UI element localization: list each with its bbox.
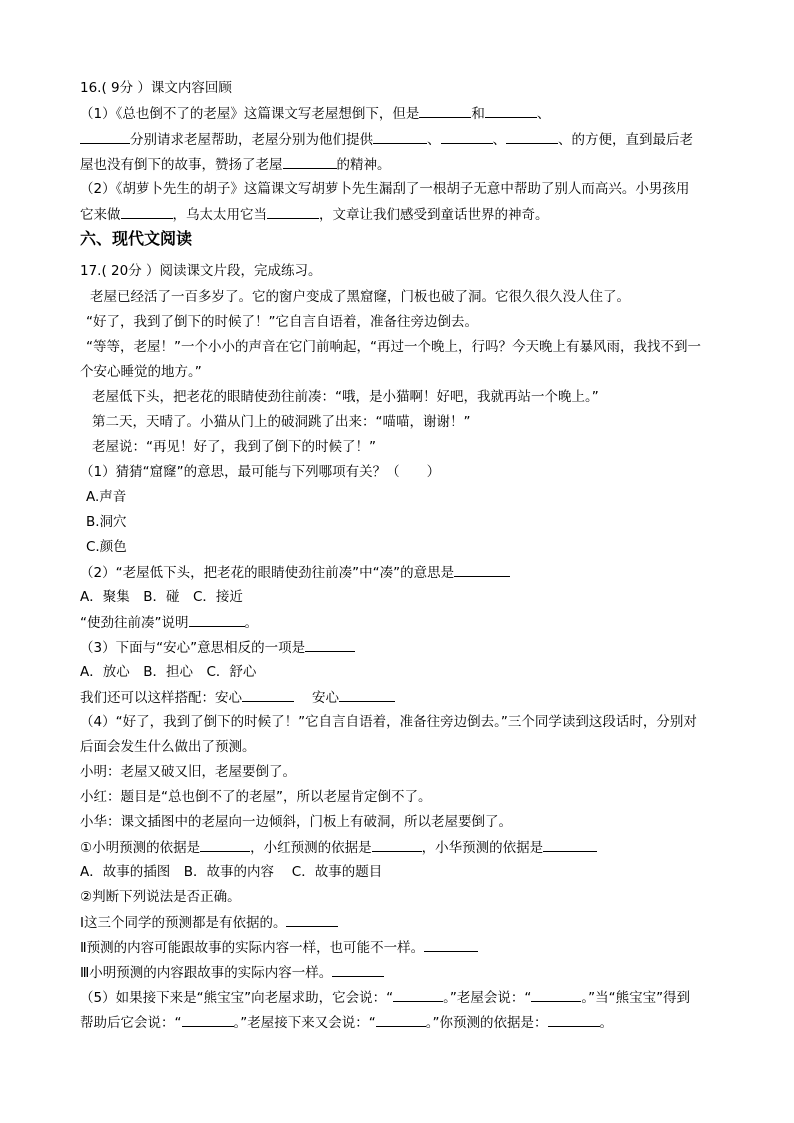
passage-line: 老屋说：“再见！好了，我到了倒下的时候了！” [92,439,376,455]
q16-part1-line3: 屋也没有倒下的故事，赞扬了老屋 的精神。 [80,157,391,173]
answer-blank[interactable] [305,638,355,652]
answer-blank[interactable] [283,155,337,169]
q16-title: 16.( 9分 ）课文内容回顾 [80,80,232,96]
answer-blank[interactable] [393,988,443,1002]
prediction-xiaohua: 小华：课文插图中的老屋向一边倾斜，门板上有破洞，所以老屋要倒了。 [80,814,512,830]
answer-blank[interactable] [182,1013,234,1027]
q16-part1-line2: 分别请求老屋帮助，老屋分别为他们提供 、 、 、的方便，直到最后老 [80,130,693,149]
sub-question-4-options: A．故事的插图 B．故事的内容 C．故事的题目 [80,864,383,880]
answer-blank[interactable] [372,838,422,852]
answer-blank[interactable] [441,130,493,144]
option-c[interactable]: C.颜色 [86,539,127,555]
answer-blank[interactable] [485,104,537,118]
passage-line: 第二天，天晴了。小猫从门上的破洞跳了出来：“喵喵，谢谢！” [92,414,471,430]
statement-i: Ⅰ这三个同学的预测都是有依据的。 [80,913,338,932]
prediction-xiaohong: 小红：题目是“总也倒不了的老屋”，所以老屋肯定倒不了。 [80,789,432,805]
sub-question-2-explain: “使劲往前凑”说明 。 [80,615,258,631]
answer-blank[interactable] [506,130,558,144]
sub-question-4-judge: ②判断下列说法是否正确。 [80,889,241,905]
answer-blank[interactable] [373,130,427,144]
passage-line: “等等，老屋！”一个小小的声音在它门前响起，“再过一个晚上，行吗？今天晚上有暴风雨，我找不到一 [86,339,701,355]
sub-question-4-line2: 后面会发生什么做出了预测。 [80,739,256,755]
sub-question-5-line1: （5）如果接下来是“熊宝宝”向老屋求助，它会说：“ 。”老屋会说：“ 。”当“熊宝宝”得到 [80,990,691,1006]
answer-blank[interactable] [332,963,384,977]
passage-line: 个安心睡觉的地方。” [80,364,202,380]
answer-blank[interactable] [548,1013,600,1027]
sub-question-3: （3）下面与“安心”意思相反的一项是 [80,638,355,657]
sub-question-2: （2）“老屋低下头，把老花的眼睛使劲往前凑”中“凑”的意思是 [80,563,510,582]
statement-ii: Ⅱ预测的内容可能跟故事的实际内容一样，也可能不一样。 [80,938,478,957]
sub-question-2-options: A．聚集 B．碰 C．接近 [80,589,243,605]
q16-part2-line1: （2）《胡萝卜先生的胡子》这篇课文写胡萝卜先生漏刮了一根胡子无意中帮助了别人而高兴。小男孩用 [80,181,690,197]
answer-blank[interactable] [189,613,245,627]
q16-part1-line1: （1）《总也倒不了的老屋》这篇课文写老屋想倒下，但是 和 、 [80,106,551,122]
passage-line: 老屋低下头，把老花的眼睛使劲往前凑：“哦，是小猫啊！好吧，我就再站一个晚上。” [92,389,599,405]
answer-blank[interactable] [543,838,597,852]
answer-blank[interactable] [80,130,130,144]
answer-blank[interactable] [242,688,294,702]
answer-blank[interactable] [531,988,581,1002]
answer-blank[interactable] [339,688,395,702]
sub-question-5-line2: 帮助后它会说：“ 。”老屋接下来又会说：“ 。”你预测的依据是： 。 [80,1015,613,1031]
answer-blank[interactable] [376,1013,426,1027]
passage-line: “好了，我到了倒下的时候了！”它自言自语着，准备往旁边倒去。 [86,314,478,330]
answer-blank[interactable] [200,838,250,852]
option-a[interactable]: A.声音 [86,489,127,505]
answer-blank[interactable] [286,913,338,927]
passage-line: 老屋已经活了一百多岁了。它的窗户变成了黑窟窿，门板也破了洞。它很久很久没人住了。 [90,289,630,305]
sub-question-4-line1: （4）“好了，我到了倒下的时候了！”它自言自语着，准备往旁边倒去。”三个同学读到这段话时，分别对 [80,714,697,730]
sub-question-4-choice1: ①小明预测的依据是 ，小红预测的依据是 ，小华预测的依据是 [80,838,597,857]
answer-blank[interactable] [121,205,173,219]
sub-question-3-options: A．放心 B．担心 C．舒心 [80,664,257,680]
sub-question-1: （1）猜猜“窟窿”的意思，最可能与下列哪项有关？（ ） [80,464,441,480]
section-heading: 六、现代文阅读 [80,229,193,248]
statement-iii: Ⅲ小明预测的内容跟故事的实际内容一样。 [80,963,384,982]
option-b[interactable]: B.洞穴 [86,514,127,530]
answer-blank[interactable] [267,205,319,219]
answer-blank[interactable] [419,104,471,118]
q17-title: 17.( 20分 ）阅读课文片段，完成练习。 [80,263,322,279]
sub-question-3-pairing: 我们还可以这样搭配：安心 安心 [80,688,395,707]
prediction-xiaoming: 小明：老屋又破又旧，老屋要倒了。 [80,764,296,780]
answer-blank[interactable] [424,938,478,952]
answer-blank[interactable] [454,563,510,577]
q16-part2-line2: 它来做 ，乌太太用它当 ，文章让我们感受到童话世界的神奇。 [80,207,549,223]
